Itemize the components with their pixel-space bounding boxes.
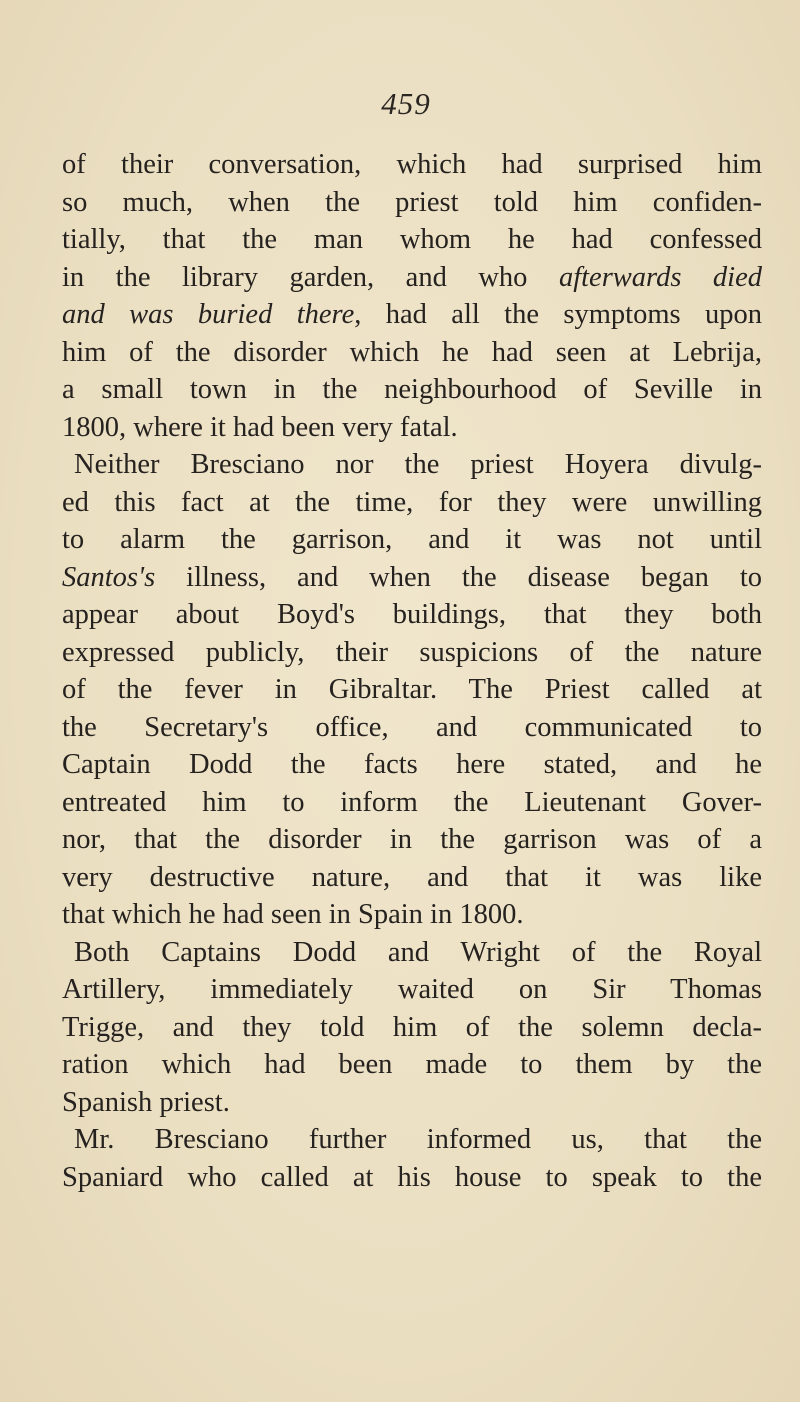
text-line <box>62 484 762 522</box>
text-segment: in the library garden, and who <box>62 261 559 293</box>
text-segment: Spaniard who called at his house to speak to the <box>62 1161 762 1193</box>
text-segment: very destructive nature, and that it was like <box>62 861 762 893</box>
text-line <box>62 334 762 372</box>
text-line <box>62 146 762 184</box>
text-line <box>62 409 762 447</box>
text-line <box>62 709 762 747</box>
text-line <box>62 784 762 822</box>
text-segment: , had all the symptoms upon <box>354 299 762 330</box>
text-line <box>62 1046 762 1084</box>
text-line <box>62 446 762 484</box>
text-line <box>62 634 762 672</box>
text-line <box>62 184 762 222</box>
text-segment: the Secretary's office, and communicated to <box>62 711 762 743</box>
text-line <box>62 596 762 634</box>
text-segment: expressed publicly, their suspicions of the nature <box>62 636 762 668</box>
text-line <box>62 1009 762 1047</box>
text-line <box>62 896 762 934</box>
italic-text: afterwards died <box>558 261 762 293</box>
text-line <box>62 934 762 972</box>
text-segment: of the fever in Gibraltar. The Priest called at <box>62 674 762 705</box>
text-line <box>62 521 762 559</box>
text-line <box>62 1159 762 1197</box>
text-segment: so much, when the priest told him confiden- <box>62 186 762 218</box>
body-text <box>62 146 762 1196</box>
text-line <box>62 259 762 297</box>
text-segment: ration which had been made to them by the <box>62 1049 762 1080</box>
text-segment: Neither Bresciano nor the priest Hoyera divulg- <box>74 449 762 480</box>
text-segment: nor, that the disorder in the garrison was of a <box>62 824 762 855</box>
page-number: 459 <box>381 86 431 121</box>
text-segment: of their conversation, which had surprised him <box>62 149 762 180</box>
text-segment: a small town in the neighbourhood of Seville in <box>62 374 762 405</box>
text-segment: illness, and when the disease began to <box>155 561 762 593</box>
text-line <box>62 971 762 1009</box>
italic-text: and was buried there <box>62 299 355 330</box>
text-segment: to alarm the garrison, and it was not until <box>62 524 762 555</box>
text-segment: Captain Dodd the facts here stated, and he <box>62 749 762 780</box>
text-segment: Trigge, and they told him of the solemn decla- <box>62 1011 762 1043</box>
text-line <box>62 671 762 709</box>
text-segment: Spanish priest. <box>62 1086 230 1118</box>
text-line <box>62 746 762 784</box>
text-segment: entreated him to inform the Lieutenant Gover- <box>62 786 762 818</box>
text-line <box>62 371 762 409</box>
text-line <box>62 821 762 859</box>
italic-text: Santos's <box>62 561 156 593</box>
text-segment: him of the disorder which he had seen at Lebrija, <box>62 336 762 368</box>
text-segment: 1800, where it had been very fatal. <box>62 411 458 443</box>
text-line <box>62 859 762 897</box>
text-line <box>62 1084 762 1122</box>
text-segment: Mr. Bresciano further informed us, that the <box>74 1124 762 1155</box>
text-line <box>62 1121 762 1159</box>
text-line <box>62 221 762 259</box>
text-segment: appear about Boyd's buildings, that they both <box>62 599 762 630</box>
text-segment: Both Captains Dodd and Wright of the Royal <box>74 936 762 968</box>
text-segment: that which he had seen in Spain in 1800. <box>62 899 524 930</box>
text-segment: tially, that the man whom he had confessed <box>62 224 762 255</box>
text-segment: ed this fact at the time, for they were unwilling <box>62 486 762 518</box>
text-segment: Artillery, immediately waited on Sir Thomas <box>62 974 762 1005</box>
text-line <box>62 296 762 334</box>
text-line <box>62 559 762 597</box>
